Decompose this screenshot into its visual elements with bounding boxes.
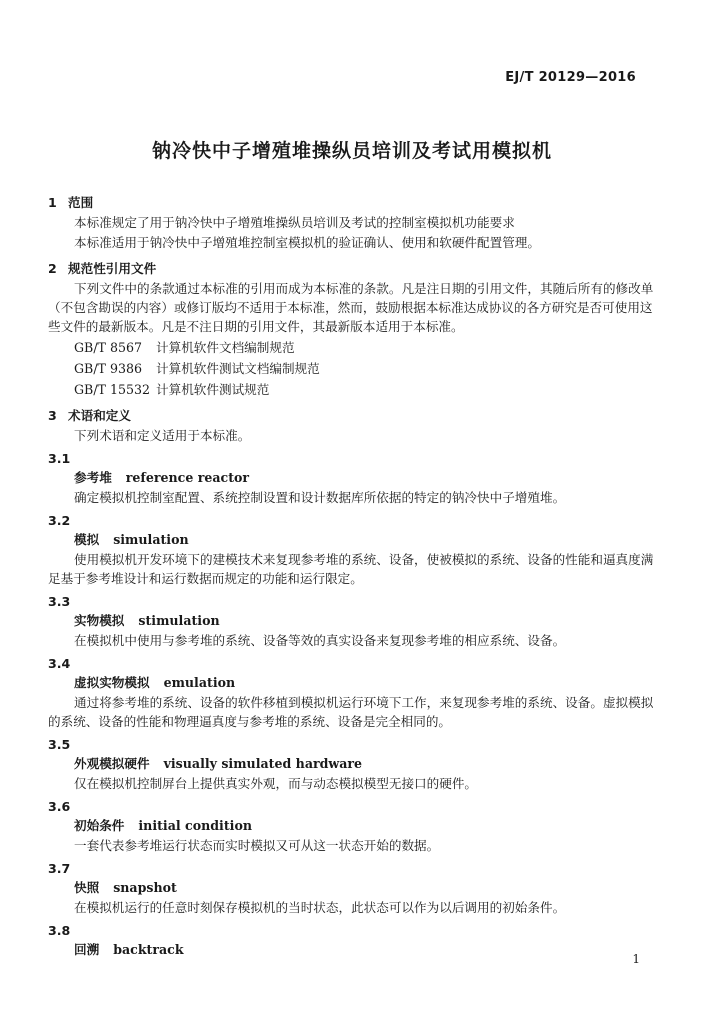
term-number: 3.3	[48, 594, 71, 609]
reference-title: 计算机软件文档编制规范	[156, 340, 295, 355]
reference-title: 计算机软件测试文档编制规范	[156, 361, 320, 376]
term-name	[48, 816, 654, 835]
term-en: initial condition	[138, 818, 253, 833]
reference-item	[48, 338, 654, 357]
term-zh: 模拟	[74, 532, 100, 547]
term-zh: 参考堆	[74, 470, 112, 485]
section-heading-normative-references	[48, 259, 654, 278]
term-en: stimulation	[138, 613, 220, 628]
term-definition: 在模拟机中使用与参考堆的系统、设备等效的真实设备来复现参考堆的相应系统、设备。	[74, 633, 566, 648]
term-definition: 使用模拟机开发环境下的建模技术来复现参考堆的系统、设备，使被模拟的系统、设备的性能和逼真度满足基于参考堆设计和运行数据而规定的功能和运行限定。	[48, 552, 654, 586]
term-name	[48, 611, 654, 630]
term-number: 3.6	[48, 799, 71, 814]
reference-item	[48, 380, 654, 399]
term-zh: 快照	[74, 880, 100, 895]
term-en: simulation	[113, 532, 189, 547]
section-heading-scope	[48, 193, 654, 212]
term-name	[48, 940, 654, 959]
term-en: backtrack	[113, 942, 184, 957]
section-heading-terms	[48, 406, 654, 425]
term-en: reference reactor	[125, 470, 250, 485]
paragraph: 下列文件中的条款通过本标准的引用而成为本标准的条款。凡是注日期的引用文件，其随后所有的修改单（不包含勘误的内容）或修订版均不适用于本标准，然而，鼓励根据本标准达成协议的各方研究是否可使用这些文件的最新版本。凡是不注日期的引用文件，其最新版本适用于本标准。	[48, 281, 654, 334]
term-number: 3.8	[48, 923, 71, 938]
reference-code: GB/T 9386	[74, 361, 143, 376]
standard-number: EJ/T 20129—2016	[505, 70, 636, 85]
term-name	[48, 878, 654, 897]
term-name	[48, 754, 654, 773]
reference-title: 计算机软件测试规范	[156, 382, 270, 397]
term-zh: 虚拟实物模拟	[74, 675, 150, 690]
reference-code: GB/T 15532	[74, 382, 151, 397]
term-number: 3.1	[48, 451, 71, 466]
term-name	[48, 673, 654, 692]
term-definition: 仅在模拟机控制屏台上提供真实外观，而与动态模拟模型无接口的硬件。	[74, 776, 477, 791]
term-name	[48, 530, 654, 549]
term-definition: 通过将参考堆的系统、设备的软件移植到模拟机运行环境下工作，来复现参考堆的系统、设备。虚拟模拟的系统、设备的性能和物理逼真度与参考堆的系统、设备是完全相同的。	[48, 695, 654, 729]
section-title: 规范性引用文件	[68, 261, 157, 276]
term-en: snapshot	[113, 880, 177, 895]
section-number: 1	[48, 195, 57, 210]
term-en: emulation	[163, 675, 236, 690]
section-number: 2	[48, 261, 57, 276]
section-title: 范围	[68, 195, 94, 210]
document-title: 钠冷快中子增殖堆操纵员培训及考试用模拟机	[151, 140, 552, 162]
term-zh: 回溯	[74, 942, 100, 957]
term-definition: 确定模拟机控制室配置、系统控制设置和设计数据库所依据的特定的钠冷快中子增殖堆。	[74, 490, 566, 505]
term-zh: 初始条件	[74, 818, 125, 833]
reference-code: GB/T 8567	[74, 340, 143, 355]
term-zh: 实物模拟	[74, 613, 125, 628]
term-number: 3.5	[48, 737, 71, 752]
term-number: 3.7	[48, 861, 71, 876]
paragraph: 本标准适用于钠冷快中子增殖堆控制室模拟机的验证确认、使用和软硬件配置管理。	[74, 235, 540, 250]
term-definition: 一套代表参考堆运行状态而实时模拟又可从这一状态开始的数据。	[74, 838, 440, 853]
term-number: 3.2	[48, 513, 71, 528]
page-number: 1	[632, 952, 640, 966]
paragraph: 本标准规定了用于钠冷快中子增殖堆操纵员培训及考试的控制室模拟机功能要求	[74, 215, 515, 230]
reference-item	[48, 359, 654, 378]
paragraph: 下列术语和定义适用于本标准。	[74, 428, 251, 443]
section-number: 3	[48, 408, 57, 423]
term-definition: 在模拟机运行的任意时刻保存模拟机的当时状态，此状态可以作为以后调用的初始条件。	[74, 900, 566, 915]
term-en: visually simulated hardware	[163, 756, 363, 771]
document-body	[48, 193, 654, 959]
term-zh: 外观模拟硬件	[74, 756, 150, 771]
term-name	[48, 468, 654, 487]
section-title: 术语和定义	[68, 408, 131, 423]
term-number: 3.4	[48, 656, 71, 671]
